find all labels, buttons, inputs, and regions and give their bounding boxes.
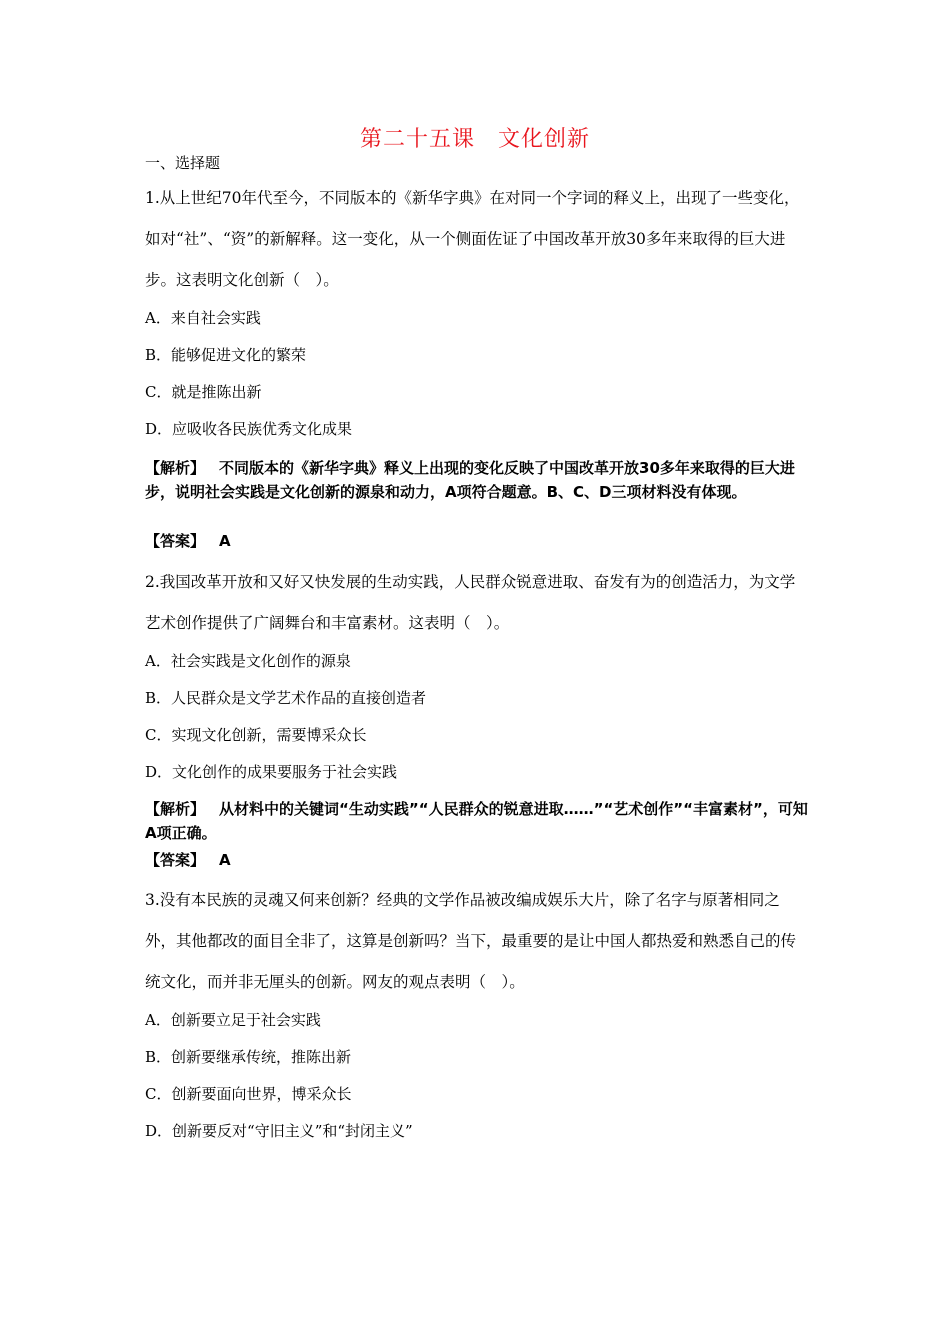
question-2-option-c: C．实现文化创新，需要博采众长 xyxy=(145,726,367,744)
section-heading: 一、选择题 xyxy=(145,154,221,172)
page-title: 第二十五课 文化创新 xyxy=(359,127,590,152)
question-1-stem: 1.从上世纪70年代至今，不同版本的《新华字典》在对同一个字词的释义上，出现了一些变化，如对“社”、“资”的新解释。这一变化，从一个侧面佐证了中国改革开放30多年来取得的巨大进步。这表明文化创新（ ）。 xyxy=(145,189,800,289)
analysis-label: 【解析】 xyxy=(145,459,206,477)
question-1-analysis xyxy=(145,456,815,504)
answer-value: A xyxy=(219,532,231,550)
question-3-option-d: D．创新要反对“守旧主义”和“封闭主义” xyxy=(145,1122,413,1140)
question-1-answer xyxy=(145,530,231,551)
question-3-option-c: C．创新要面向世界，博采众长 xyxy=(145,1085,352,1103)
question-2-analysis xyxy=(145,797,815,845)
answer-label: 【答案】 xyxy=(145,851,206,869)
question-2-option-d: D．文化创作的成果要服务于社会实践 xyxy=(145,763,398,781)
question-2-answer xyxy=(145,849,231,870)
question-3-option-b: B．创新要继承传统，推陈出新 xyxy=(145,1048,352,1066)
analysis-label: 【解析】 xyxy=(145,800,206,818)
question-3-stem: 3.没有本民族的灵魂又何来创新？经典的文学作品被改编成娱乐大片，除了名字与原著相同之外，其他都改的面目全非了，这算是创新吗？当下，最重要的是让中国人都热爱和熟悉自己的传统文化，而并非无厘头的创新。网友的观点表明（ ）。 xyxy=(145,891,797,991)
question-3-option-a: A．创新要立足于社会实践 xyxy=(145,1011,321,1029)
question-2-stem: 2.我国改革开放和又好又快发展的生动实践，人民群众锐意进取、奋发有为的创造活力，为文学艺术创作提供了广阔舞台和丰富素材。这表明（ ）。 xyxy=(145,573,796,632)
question-2-option-a: A．社会实践是文化创作的源泉 xyxy=(145,652,351,670)
answer-label: 【答案】 xyxy=(145,532,206,550)
question-2-option-b: B．人民群众是文学艺术作品的直接创造者 xyxy=(145,689,427,707)
analysis-text: 不同版本的《新华字典》释义上出现的变化反映了中国改革开放30多年来取得的巨大进步，说明社会实践是文化创新的源泉和动力，A项符合题意。B、C、D三项材料没有体现。 xyxy=(145,459,795,501)
answer-value: A xyxy=(219,851,231,869)
question-1-option-d: D．应吸收各民族优秀文化成果 xyxy=(145,420,353,438)
analysis-text: 从材料中的关键词“生动实践”“人民群众的锐意进取……”“艺术创作”“丰富素材”，可知A项正确。 xyxy=(145,800,808,842)
question-1-option-a: A．来自社会实践 xyxy=(145,309,261,327)
question-1-option-b: B．能够促进文化的繁荣 xyxy=(145,346,307,364)
question-1-option-c: C．就是推陈出新 xyxy=(145,383,262,401)
